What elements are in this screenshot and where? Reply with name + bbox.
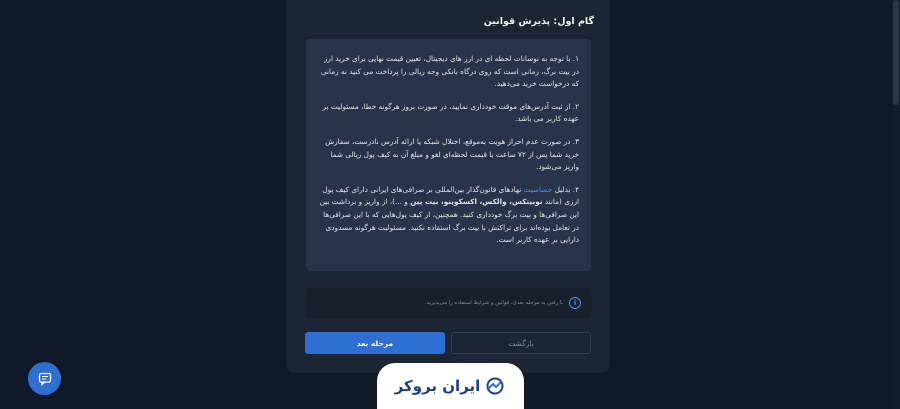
rule-4-part-b: نهادهای قانون‌گذار بین‌المللی بر صرافی‌های ایرانی دارای کیف پول ارزی (مانند — [322, 184, 579, 207]
brand-logo[interactable] — [377, 363, 524, 409]
rule-3: ۳. در صورت عدم احراز هویت به‌موقع، اختلال شبکه یا ارائه آدرس نادرست، سفارش خرید شما پس از ۷۲ ساعت با قیمت لحظه‌ای لغو و مبلغ آن به کیف پول ریالی شما واریز می‌شود. — [325, 136, 579, 172]
rule-2: ۲. از ثبت آدرس‌های موقت خودداری نمایید، در صورت بروز هرگونه خطا، مسئولیت بر عهده کاربر می باشد. — [322, 101, 579, 124]
info-icon: i — [569, 297, 581, 309]
step-title: گام اول: پذیرش قوانین — [483, 16, 594, 27]
acceptance-notice — [306, 288, 591, 318]
rule-4 — [318, 184, 579, 247]
rule-4-highlight: حساسیت — [523, 184, 553, 194]
rules-panel — [286, 0, 610, 373]
brand-logo-icon — [484, 377, 506, 395]
rules-box — [306, 39, 591, 271]
next-step-button[interactable]: مرحله بعد — [305, 332, 445, 354]
rule-4-exchanges: نوبیتکس، والکس، اکسکوینو، بیت پین — [410, 197, 543, 207]
rule-4-part-a: ۴. بدلیل — [552, 184, 579, 194]
chat-button[interactable] — [28, 362, 61, 395]
scrollbar-thumb[interactable] — [893, 0, 899, 105]
rule-4-part-c: و ...)، از واریز و برداشت بین این صرافی‌ها و بیت برگ خودداری کنید. همچنین، از کیف پول‌هایی که با این صرافی‌ها در تعامل بوده‌اند برای تراکنش با بیت برگ استفاده نکنید. مسئولیت هرگونه مسدودی دارایی بر عهده کاربر است. — [319, 197, 579, 245]
chat-icon — [38, 372, 52, 386]
brand-name: ایران بروکر — [394, 377, 481, 395]
notice-text: با رفتن به مرحله بعدی، قوانین و شرایط استفاده را می‌پذیرید. — [424, 300, 563, 306]
rule-1: ۱. با توجه به نوسانات لحظه ای در ارز های دیجیتال، تعیین قیمت نهایی برای خرید ارز در بیت برگ، زمانی است که روی درگاه بانکی وجه ریالی را پرداخت می کنید نه زمانی که درخواست خرید می‌دهید. — [320, 54, 579, 89]
back-button[interactable]: بازگشت — [451, 332, 591, 354]
page-scrollbar[interactable] — [892, 0, 900, 409]
